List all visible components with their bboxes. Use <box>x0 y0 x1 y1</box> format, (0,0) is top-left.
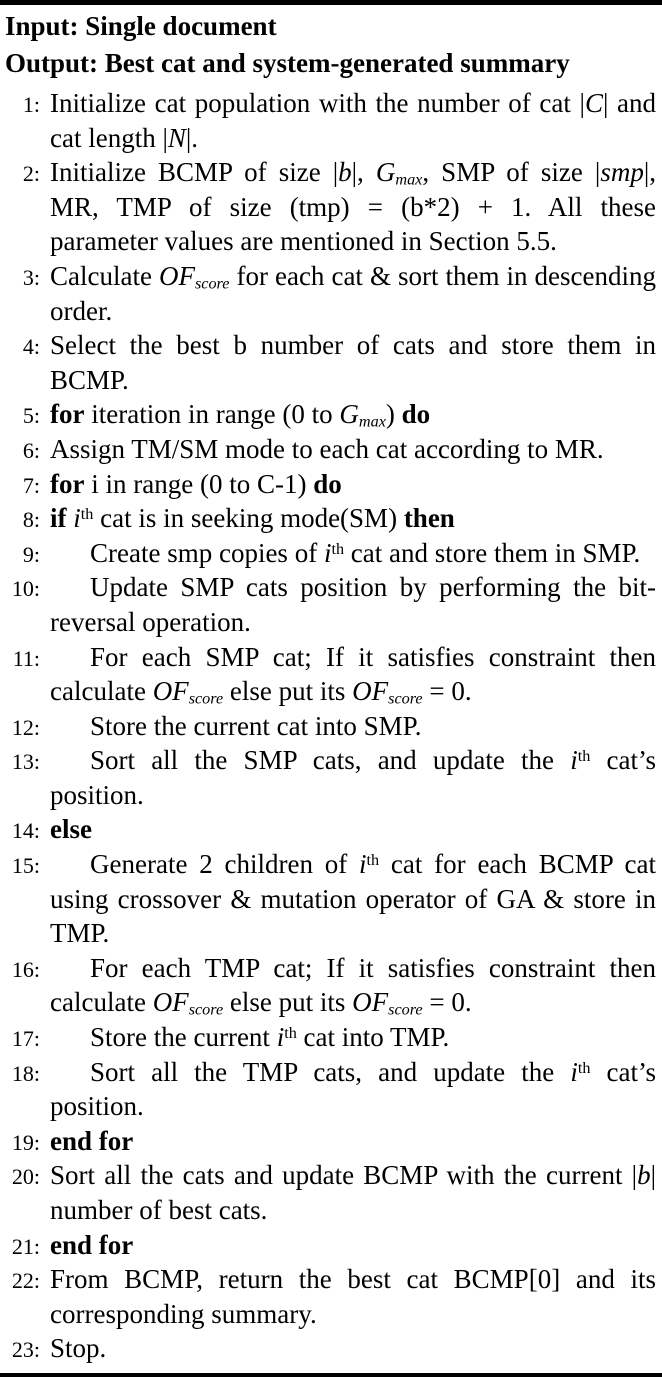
step-text: end for <box>50 1125 134 1156</box>
step-number: 19: <box>11 1129 40 1155</box>
step-text: Create smp copies of $i^{th}$ cat and store them in SMP. <box>90 537 641 568</box>
step-text: Store the current $i^{th}$ cat into TMP. <box>90 1022 450 1053</box>
step-number: 21: <box>11 1233 40 1259</box>
algorithm-step-14 <box>5 812 656 847</box>
algorithm-step-7 <box>5 467 656 502</box>
bottom-rule <box>0 1373 662 1377</box>
step-number: 16: <box>11 956 40 982</box>
algorithm-input-line <box>5 8 656 45</box>
algorithm-step-1 <box>5 86 656 155</box>
step-number: 8: <box>22 507 40 533</box>
algorithm-step-21 <box>5 1228 656 1263</box>
step-text: end for <box>50 1229 134 1260</box>
algorithm-step-15 <box>5 847 656 951</box>
step-number: 17: <box>11 1026 40 1052</box>
step-number: 5: <box>22 403 40 429</box>
step-text: if $i^{th}$ cat is in seeking mode(SM) then <box>50 503 455 534</box>
algorithm-step-9 <box>5 536 656 571</box>
step-number: 20: <box>11 1164 40 1190</box>
step-text: Sort all the cats and update BCMP with the current |b| number of best cats. <box>50 1160 656 1225</box>
step-text: For each SMP cat; If it satisfies constraint then calculate OFscore else put its OFscore = 0. <box>50 641 656 708</box>
step-number: 23: <box>11 1337 40 1363</box>
step-number: 10: <box>11 576 40 602</box>
output-text: Output: Best cat and system-generated summary <box>5 48 570 78</box>
algorithm-step-17 <box>5 1020 656 1055</box>
input-text: Input: Single document <box>5 11 277 41</box>
step-text: Select the best b number of cats and store them in BCMP. <box>50 330 656 395</box>
step-number: 7: <box>22 472 40 498</box>
step-number: 1: <box>22 92 40 117</box>
step-number: 4: <box>22 334 40 360</box>
step-text: For each TMP cat; If it satisfies constraint then calculate OFscore else put its OFscore = 0. <box>50 952 656 1019</box>
step-text: Update SMP cats position by performing the bit-reversal operation. <box>50 572 656 637</box>
step-number: 14: <box>11 818 40 844</box>
step-text: for i in range (0 to C-1) do <box>50 468 342 499</box>
algorithm-step-23 <box>5 1331 656 1366</box>
step-number: 22: <box>11 1268 40 1294</box>
step-text: From BCMP, return the best cat BCMP[0] and its corresponding summary. <box>50 1264 656 1329</box>
algorithm-step-22 <box>5 1262 656 1331</box>
step-text: Assign TM/SM mode to each cat according to MR. <box>50 433 604 464</box>
step-text: Sort all the SMP cats, and update the $i^{th}$ cat’s position. <box>50 745 656 810</box>
step-text: else <box>50 814 92 845</box>
algorithm-step-10 <box>5 570 656 639</box>
step-number: 11: <box>12 645 40 671</box>
algorithm-step-2 <box>5 155 656 259</box>
algorithm-step-16 <box>5 951 656 1020</box>
step-number: 13: <box>11 749 40 775</box>
algorithm-step-18 <box>5 1055 656 1124</box>
step-number: 18: <box>11 1060 40 1086</box>
algorithm-steps <box>5 86 656 1366</box>
step-text: Generate 2 children of $i^{th}$ cat for each BCMP cat using crossover & mutation operator of GA & store in TMP. <box>50 849 656 949</box>
step-text: Sort all the TMP cats, and update the $i^{th}$ cat’s position. <box>50 1056 656 1122</box>
algorithm-step-13 <box>5 743 656 812</box>
step-text: Store the current cat into SMP. <box>90 710 422 741</box>
algorithm-step-12 <box>5 709 656 744</box>
top-rule <box>0 0 662 5</box>
algorithm-step-20 <box>5 1158 656 1227</box>
algorithm-step-5 <box>5 397 656 432</box>
step-text: Initialize BCMP of size |b|, Gmax, SMP of size |smp|, MR, TMP of size (tmp) = (b*2) + 1. All these parameter values are mentioned in Section 5.5. <box>50 157 656 257</box>
step-number: 12: <box>11 714 40 740</box>
step-number: 15: <box>11 853 40 879</box>
algorithm-step-19 <box>5 1124 656 1159</box>
step-number: 6: <box>22 437 40 463</box>
algorithm-step-8 <box>5 501 656 536</box>
algorithm-output-line <box>5 45 656 82</box>
step-number: 2: <box>22 161 40 187</box>
step-text: Stop. <box>50 1333 107 1364</box>
step-text: Calculate OFscore for each cat & sort them in descending order. <box>50 260 657 326</box>
step-text: Initialize cat population with the number of cat |C| and cat length |N|. <box>50 88 656 153</box>
algorithm-step-6 <box>5 432 656 467</box>
algorithm-step-4 <box>5 328 656 397</box>
algorithm-step-11 <box>5 640 656 709</box>
algorithm-step-3 <box>5 259 656 328</box>
step-text: for iteration in range (0 to Gmax) do <box>50 399 431 431</box>
step-number: 9: <box>22 541 40 567</box>
step-number: 3: <box>22 264 40 290</box>
